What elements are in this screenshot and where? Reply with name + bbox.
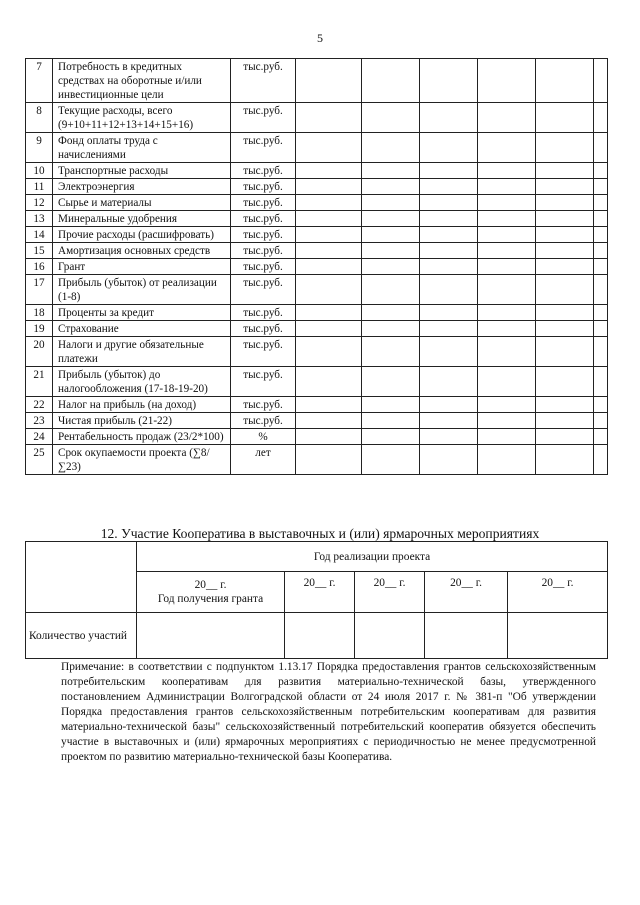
value-cell [362, 179, 420, 195]
indicator-name: Фонд оплаты труда с начислениями [53, 133, 231, 163]
indicator-name: Потребность в кредитных средствах на оборотные и/или инвестиционные цели [53, 59, 231, 103]
value-cell [478, 259, 536, 275]
value-cell [420, 337, 478, 367]
row-number: 11 [26, 179, 53, 195]
row-number: 19 [26, 321, 53, 337]
row-number: 22 [26, 397, 53, 413]
unit-cell: тыс.руб. [231, 133, 296, 163]
indicator-name: Срок окупаемости проекта (∑8/∑23) [53, 445, 231, 475]
value-cell [478, 179, 536, 195]
row-number: 24 [26, 429, 53, 445]
value-cell [594, 321, 608, 337]
row-number: 14 [26, 227, 53, 243]
value-cell [594, 163, 608, 179]
unit-cell: тыс.руб. [231, 195, 296, 211]
value-cell [420, 103, 478, 133]
year-header: 20__ г. [508, 572, 608, 613]
value-cell [478, 103, 536, 133]
table-cell [425, 613, 508, 659]
table-row [26, 397, 608, 413]
value-cell [420, 243, 478, 259]
value-cell [478, 59, 536, 103]
value-cell [420, 413, 478, 429]
value-cell [362, 133, 420, 163]
value-cell [296, 445, 362, 475]
row-number: 21 [26, 367, 53, 397]
year-header-grant [137, 572, 285, 613]
value-cell [478, 321, 536, 337]
value-cell [296, 211, 362, 227]
year-group-header: Год реализации проекта [137, 542, 608, 572]
indicator-name: Проценты за кредит [53, 305, 231, 321]
table-row [26, 413, 608, 429]
grant-year-caption: Год получения гранта [157, 593, 264, 605]
value-cell [478, 163, 536, 179]
fair-participation-table [25, 541, 608, 659]
value-cell [362, 163, 420, 179]
value-cell [362, 321, 420, 337]
value-cell [362, 413, 420, 429]
value-cell [594, 195, 608, 211]
value-cell [478, 275, 536, 305]
value-cell [594, 227, 608, 243]
table-row [26, 243, 608, 259]
table-row [26, 429, 608, 445]
unit-cell: тыс.руб. [231, 305, 296, 321]
value-cell [362, 305, 420, 321]
value-cell [594, 397, 608, 413]
value-cell [478, 133, 536, 163]
indicator-name: Налог на прибыль (на доход) [53, 397, 231, 413]
value-cell [296, 275, 362, 305]
value-cell [536, 397, 594, 413]
value-cell [362, 103, 420, 133]
table-row [26, 275, 608, 305]
value-cell [362, 243, 420, 259]
value-cell [420, 59, 478, 103]
unit-cell: % [231, 429, 296, 445]
table-row [26, 305, 608, 321]
row-number: 20 [26, 337, 53, 367]
value-cell [594, 305, 608, 321]
value-cell [362, 275, 420, 305]
value-cell [362, 337, 420, 367]
value-cell [296, 227, 362, 243]
table-row [26, 321, 608, 337]
row-number: 8 [26, 103, 53, 133]
table-row [26, 367, 608, 397]
table-row [26, 337, 608, 367]
value-cell [536, 243, 594, 259]
indicator-name: Прибыль (убыток) от реализации (1-8) [53, 275, 231, 305]
value-cell [420, 211, 478, 227]
value-cell [362, 429, 420, 445]
unit-cell: тыс.руб. [231, 259, 296, 275]
value-cell [296, 195, 362, 211]
unit-cell: тыс.руб. [231, 103, 296, 133]
row-number: 16 [26, 259, 53, 275]
unit-cell: тыс.руб. [231, 413, 296, 429]
row-number: 25 [26, 445, 53, 475]
row-number: 12 [26, 195, 53, 211]
unit-cell: тыс.руб. [231, 321, 296, 337]
value-cell [362, 259, 420, 275]
value-cell [420, 305, 478, 321]
value-cell [420, 195, 478, 211]
value-cell [362, 367, 420, 397]
value-cell [594, 445, 608, 475]
value-cell [478, 397, 536, 413]
table-row [26, 59, 608, 103]
indicator-name: Сырье и материалы [53, 195, 231, 211]
indicator-name: Налоги и другие обязательные платежи [53, 337, 231, 367]
value-cell [594, 259, 608, 275]
value-cell [296, 259, 362, 275]
indicator-name: Грант [53, 259, 231, 275]
value-cell [420, 259, 478, 275]
value-cell [536, 275, 594, 305]
value-cell [296, 179, 362, 195]
row-number: 17 [26, 275, 53, 305]
table-row [26, 179, 608, 195]
value-cell [420, 367, 478, 397]
indicator-name: Страхование [53, 321, 231, 337]
value-cell [594, 275, 608, 305]
value-cell [420, 429, 478, 445]
value-cell [478, 195, 536, 211]
value-cell [420, 321, 478, 337]
value-cell [536, 227, 594, 243]
value-cell [362, 195, 420, 211]
table-row [26, 195, 608, 211]
value-cell [296, 397, 362, 413]
value-cell [536, 259, 594, 275]
row-number: 18 [26, 305, 53, 321]
value-cell [478, 243, 536, 259]
table-row [26, 133, 608, 163]
value-cell [362, 227, 420, 243]
value-cell [478, 445, 536, 475]
table-cell [355, 613, 425, 659]
indicator-name: Прочие расходы (расшифровать) [53, 227, 231, 243]
value-cell [420, 397, 478, 413]
row-number: 7 [26, 59, 53, 103]
unit-cell: тыс.руб. [231, 179, 296, 195]
indicator-name: Электроэнергия [53, 179, 231, 195]
unit-cell: тыс.руб. [231, 59, 296, 103]
table-row [26, 227, 608, 243]
unit-cell: лет [231, 445, 296, 475]
indicator-name: Прибыль (убыток) до налогообложения (17-18-19-20) [53, 367, 231, 397]
table-cell [137, 613, 285, 659]
value-cell [296, 163, 362, 179]
unit-cell: тыс.руб. [231, 211, 296, 227]
unit-cell: тыс.руб. [231, 337, 296, 367]
value-cell [594, 211, 608, 227]
value-cell [536, 321, 594, 337]
value-cell [420, 179, 478, 195]
indicator-name: Рентабельность продаж (23/2*100) [53, 429, 231, 445]
value-cell [478, 367, 536, 397]
indicator-name: Амортизация основных средств [53, 243, 231, 259]
value-cell [362, 397, 420, 413]
value-cell [296, 133, 362, 163]
value-cell [536, 103, 594, 133]
value-cell [594, 243, 608, 259]
value-cell [536, 445, 594, 475]
unit-cell: тыс.руб. [231, 275, 296, 305]
indicator-name: Минеральные удобрения [53, 211, 231, 227]
value-cell [536, 429, 594, 445]
value-cell [594, 179, 608, 195]
value-cell [478, 211, 536, 227]
value-cell [594, 337, 608, 367]
year-header: 20__ г. [425, 572, 508, 613]
unit-cell: тыс.руб. [231, 367, 296, 397]
row-number: 23 [26, 413, 53, 429]
value-cell [420, 445, 478, 475]
value-cell [420, 163, 478, 179]
year-header-label: 20__ г. [194, 579, 227, 591]
value-cell [536, 163, 594, 179]
value-cell [296, 305, 362, 321]
section-12-title: 12. Участие Кооператива в выставочных и (или) ярмарочных мероприятиях [100, 526, 540, 541]
table-row [26, 445, 608, 475]
value-cell [478, 227, 536, 243]
row-label-header [26, 542, 137, 613]
value-cell [594, 133, 608, 163]
table-cell [285, 613, 355, 659]
value-cell [594, 59, 608, 103]
value-cell [420, 133, 478, 163]
value-cell [296, 413, 362, 429]
footnote-note: Примечание: в соответствии с подпунктом 1.13.17 Порядка предоставления грантов сельскохозяйственным потребительским кооперативам для развития материально-технической базы, утвержденного постановлением Администрации Волгоградской области от 24 июля 2017 г. № 381-п "Об утверждении Порядка предоставления грантов сельскохозяйственным потребительским кооперативам для развития материально-технической базы" сельскохозяйственный потребительский кооператив обязуется обеспечить участие в выставочных и (или) ярмарочных мероприятиях с периодичностью не менее предусмотренной проектом по развитию материально-технической базы Кооператива. [61, 661, 596, 763]
value-cell [536, 211, 594, 227]
unit-cell: тыс.руб. [231, 227, 296, 243]
indicator-name: Текущие расходы, всего (9+10+11+12+13+14+15+16) [53, 103, 231, 133]
value-cell [420, 227, 478, 243]
row-number: 10 [26, 163, 53, 179]
value-cell [594, 413, 608, 429]
value-cell [296, 103, 362, 133]
value-cell [594, 103, 608, 133]
value-cell [478, 305, 536, 321]
row-number: 13 [26, 211, 53, 227]
value-cell [536, 195, 594, 211]
value-cell [536, 413, 594, 429]
unit-cell: тыс.руб. [231, 397, 296, 413]
value-cell [296, 321, 362, 337]
row-number: 9 [26, 133, 53, 163]
value-cell [362, 445, 420, 475]
value-cell [536, 305, 594, 321]
value-cell [362, 211, 420, 227]
value-cell [536, 337, 594, 367]
value-cell [296, 59, 362, 103]
value-cell [536, 133, 594, 163]
value-cell [420, 275, 478, 305]
table-cell [508, 613, 608, 659]
unit-cell: тыс.руб. [231, 163, 296, 179]
unit-cell: тыс.руб. [231, 243, 296, 259]
table-row [26, 211, 608, 227]
page-number: 5 [317, 31, 323, 45]
value-cell [536, 179, 594, 195]
indicator-name: Чистая прибыль (21-22) [53, 413, 231, 429]
value-cell [296, 429, 362, 445]
value-cell [594, 367, 608, 397]
row-number: 15 [26, 243, 53, 259]
financial-indicators-table [25, 58, 608, 475]
value-cell [594, 429, 608, 445]
value-cell [296, 337, 362, 367]
value-cell [478, 337, 536, 367]
table-row [26, 103, 608, 133]
participation-count-label: Количество участий [26, 613, 137, 659]
table-row [26, 259, 608, 275]
value-cell [362, 59, 420, 103]
value-cell [296, 243, 362, 259]
value-cell [536, 59, 594, 103]
value-cell [478, 429, 536, 445]
year-header: 20__ г. [355, 572, 425, 613]
value-cell [478, 413, 536, 429]
value-cell [296, 367, 362, 397]
table-row [26, 163, 608, 179]
indicator-name: Транспортные расходы [53, 163, 231, 179]
value-cell [536, 367, 594, 397]
year-header: 20__ г. [285, 572, 355, 613]
